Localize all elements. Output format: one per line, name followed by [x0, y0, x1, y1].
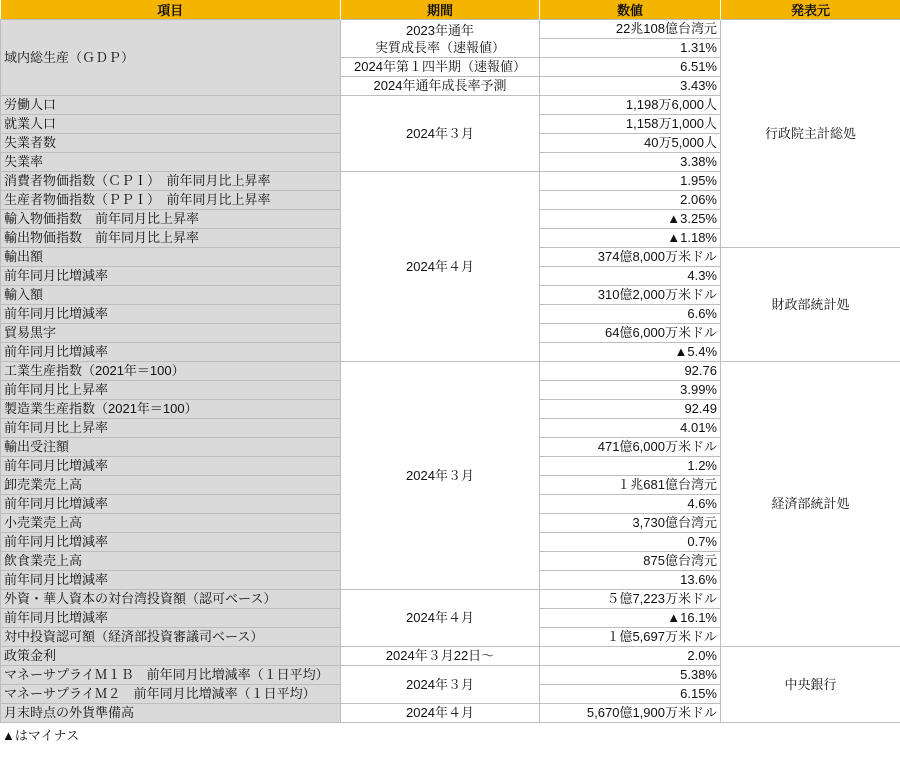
- row-item: 前年同月比増減率: [1, 533, 341, 552]
- row-source: 中央銀行: [721, 647, 900, 723]
- row-item: 失業者数: [1, 134, 341, 153]
- header-row: [1, 0, 900, 20]
- header-source: 発表元: [721, 0, 900, 20]
- row-period: 2024年３月: [341, 96, 540, 172]
- row-item: 前年同月比増減率: [1, 609, 341, 628]
- row-value: 1.31%: [540, 39, 721, 58]
- row-item: 域内総生産（ＧＤＰ）: [1, 20, 341, 96]
- row-value: 92.76: [540, 362, 721, 381]
- row-period: 2024年第１四半期（速報値）: [341, 58, 540, 77]
- row-value: 1.2%: [540, 457, 721, 476]
- row-value: 64億6,000万米ドル: [540, 324, 721, 343]
- row-item: 外資・華人資本の対台湾投資額（認可ベース）: [1, 590, 341, 609]
- row-value: 5.38%: [540, 666, 721, 685]
- row-source: 経済部統計処: [721, 362, 900, 647]
- row-period: 2024年４月: [341, 704, 540, 723]
- row-item: 輸入物価指数 前年同月比上昇率: [1, 210, 341, 229]
- row-item: 前年同月比増減率: [1, 457, 341, 476]
- row-item: 飲食業売上高: [1, 552, 341, 571]
- row-item: 前年同月比増減率: [1, 495, 341, 514]
- row-value: 2.0%: [540, 647, 721, 666]
- row-period: 2024年４月: [341, 590, 540, 647]
- period-line: 実質成長率（速報値）: [374, 39, 505, 55]
- row-period: [341, 20, 540, 58]
- row-value: 4.01%: [540, 419, 721, 438]
- row-value: 22兆108億台湾元: [540, 20, 721, 39]
- row-value: 1.95%: [540, 172, 721, 191]
- row-value: 4.3%: [540, 267, 721, 286]
- row-source: 財政部統計処: [721, 248, 900, 362]
- row-value: ５億7,223万米ドル: [540, 590, 721, 609]
- row-value: 6.6%: [540, 305, 721, 324]
- table-row: [1, 362, 900, 381]
- row-value: 13.6%: [540, 571, 721, 590]
- header-value: 数値: [540, 0, 721, 20]
- row-item: 労働人口: [1, 96, 341, 115]
- row-period: 2024年通年成長率予測: [341, 77, 540, 96]
- row-item: 輸入額: [1, 286, 341, 305]
- row-value: 5,670億1,900万米ドル: [540, 704, 721, 723]
- row-item: 前年同月比上昇率: [1, 381, 341, 400]
- row-period: 2024年３月: [341, 362, 540, 590]
- row-value: １億5,697万米ドル: [540, 628, 721, 647]
- row-value: 0.7%: [540, 533, 721, 552]
- row-value: 1,198万6,000人: [540, 96, 721, 115]
- period-line: 2023年通年: [406, 22, 474, 38]
- row-value: １兆681億台湾元: [540, 476, 721, 495]
- row-item: 失業率: [1, 153, 341, 172]
- row-item: 前年同月比増減率: [1, 571, 341, 590]
- row-item: 前年同月比増減率: [1, 267, 341, 286]
- row-value: 310億2,000万米ドル: [540, 286, 721, 305]
- row-value: 3.38%: [540, 153, 721, 172]
- row-item: マネーサプライＭ２ 前年同月比増減率（１日平均）: [1, 685, 341, 704]
- row-item: 前年同月比増減率: [1, 343, 341, 362]
- row-item: 卸売業売上高: [1, 476, 341, 495]
- row-value: 40万5,000人: [540, 134, 721, 153]
- table-row: [1, 20, 900, 39]
- row-item: 就業人口: [1, 115, 341, 134]
- row-value: ▲1.18%: [540, 229, 721, 248]
- row-item: 貿易黒字: [1, 324, 341, 343]
- row-item: 製造業生産指数（2021年＝100）: [1, 400, 341, 419]
- row-value: ▲5.4%: [540, 343, 721, 362]
- row-value: 3,730億台湾元: [540, 514, 721, 533]
- row-source: 行政院主計総処: [721, 20, 900, 248]
- row-value: 92.49: [540, 400, 721, 419]
- row-value: ▲16.1%: [540, 609, 721, 628]
- row-value: 6.51%: [540, 58, 721, 77]
- row-value: 4.6%: [540, 495, 721, 514]
- row-value: 1,158万1,000人: [540, 115, 721, 134]
- row-item: 消費者物価指数（ＣＰＩ） 前年同月比上昇率: [1, 172, 341, 191]
- row-item: 政策金利: [1, 647, 341, 666]
- row-item: 輸出額: [1, 248, 341, 267]
- row-item: 工業生産指数（2021年＝100）: [1, 362, 341, 381]
- row-item: 生産者物価指数（ＰＰＩ） 前年同月比上昇率: [1, 191, 341, 210]
- row-value: ▲3.25%: [540, 210, 721, 229]
- row-item: 月末時点の外貨準備高: [1, 704, 341, 723]
- row-item: マネーサプライＭ１Ｂ 前年同月比増減率（１日平均）: [1, 666, 341, 685]
- row-item: 小売業売上高: [1, 514, 341, 533]
- footnote: ▲はマイナス: [2, 728, 80, 743]
- row-value: 2.06%: [540, 191, 721, 210]
- row-period: 2024年３月22日～: [341, 647, 540, 666]
- row-item: 対中投資認可額（経済部投資審議司ベース）: [1, 628, 341, 647]
- row-item: 輸出受注額: [1, 438, 341, 457]
- row-value: 6.15%: [540, 685, 721, 704]
- header-item: 項目: [1, 0, 341, 20]
- row-value: 3.43%: [540, 77, 721, 96]
- row-period: 2024年３月: [341, 666, 540, 704]
- header-period: 期間: [341, 0, 540, 20]
- row-item: 前年同月比増減率: [1, 305, 341, 324]
- row-value: 875億台湾元: [540, 552, 721, 571]
- row-period: 2024年４月: [341, 172, 540, 362]
- row-item: 前年同月比上昇率: [1, 419, 341, 438]
- table-row: [1, 647, 900, 666]
- row-value: 374億8,000万米ドル: [540, 248, 721, 267]
- row-item: 輸出物価指数 前年同月比上昇率: [1, 229, 341, 248]
- row-value: 3.99%: [540, 381, 721, 400]
- row-value: 471億6,000万米ドル: [540, 438, 721, 457]
